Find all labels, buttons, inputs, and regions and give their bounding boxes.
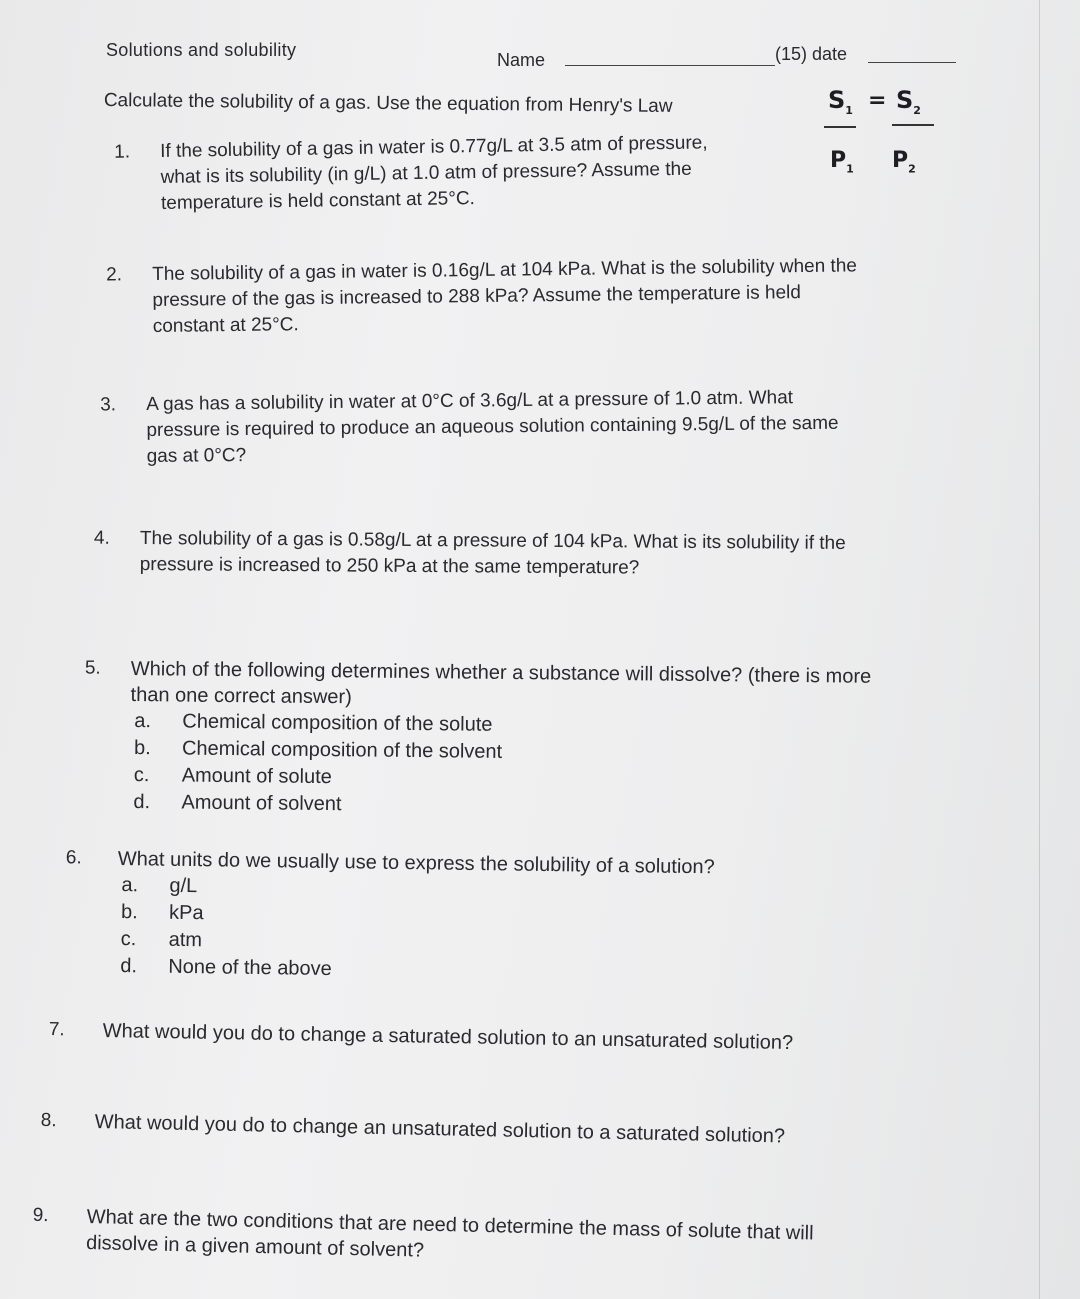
formula-p2: $P_2$ — [892, 148, 916, 176]
question-number: 6. — [65, 847, 82, 869]
question-number: 8. — [40, 1109, 57, 1132]
question-7 — [48, 1018, 953, 1059]
fraction-bar-right — [892, 124, 934, 126]
question-text: What units do we usually use to express the solubility of a solution? — [117, 847, 715, 879]
question-text: What would you do to change an unsaturated solution to a saturated solution? — [94, 1110, 786, 1148]
question-9 — [32, 1204, 987, 1276]
question-2 — [106, 252, 993, 340]
fraction-bar-left — [824, 126, 856, 128]
option-text: Amount of solvent — [181, 791, 342, 816]
question-text: If the solubility of a gas in water is 0.77g/L at 3.5 atm of pressure, what is its solubility (in g/L) at 1.0 atm of pressure? Assume the temperature is held constant at 25°C. — [160, 132, 708, 214]
worksheet-title: Solutions and solubility — [106, 40, 297, 60]
option-letter: d. — [120, 955, 138, 978]
formula-s1: $S_1$ — [828, 86, 853, 117]
option-text: atm — [168, 928, 203, 952]
question-text: A gas has a solubility in water at 0°C of 3.6g/L at a pressure of 1.0 atm. What pressure is required to produce an aqueous solution containing 9.5g/L of the same gas at 0°C? — [146, 387, 839, 467]
question-6 — [65, 846, 838, 990]
option-letter: c. — [133, 764, 150, 787]
formula-p1: $P_1$ — [830, 148, 854, 176]
question-3 — [100, 383, 987, 470]
question-5 — [84, 656, 1001, 825]
question-text: The solubility of a gas is 0.58g/L at a pressure of 104 kPa. What is its solubility if the pressure is increased to 250 kPa at the same temperature? — [139, 527, 846, 579]
formula-s2: $S_2$ — [896, 86, 921, 117]
question-number: 4. — [93, 527, 110, 549]
option-text: None of the above — [168, 955, 332, 980]
question-number: 1. — [114, 141, 131, 163]
option-letter: c. — [120, 928, 137, 951]
points-date-label: (15) date — [775, 44, 848, 64]
option-text: Chemical composition of the solvent — [181, 737, 503, 763]
question-1 — [114, 129, 801, 217]
question-number: 7. — [48, 1019, 65, 1041]
option-letter: a. — [134, 710, 152, 733]
date-blank-line — [868, 62, 956, 63]
name-label: Name — [497, 50, 546, 70]
question-number: 5. — [84, 657, 101, 679]
option-letter: b. — [120, 901, 138, 924]
option-letter: d. — [133, 791, 151, 814]
paper-edge — [1039, 0, 1040, 1299]
question-number: 3. — [100, 394, 117, 416]
name-blank-line — [565, 65, 775, 66]
answer-options — [129, 708, 1000, 825]
question-text: What would you do to change a saturated solution to an unsaturated solution? — [102, 1019, 794, 1055]
question-8 — [40, 1109, 954, 1153]
question-number: 9. — [32, 1204, 49, 1227]
instructions: Calculate the solubility of a gas. Use the equation from Henry's Law — [103, 90, 673, 117]
answer-options — [116, 872, 837, 990]
question-number: 2. — [106, 264, 123, 286]
option-text: kPa — [168, 901, 204, 925]
henrys-law-formula — [820, 86, 950, 196]
question-text: Which of the following determines whether a substance will dissolve? (there is more than one correct answer) — [130, 657, 872, 709]
option-text: g/L — [169, 874, 198, 898]
question-text: What are the two conditions that are need to determine the mass of solute that will dissolve in a given amount of solvent? — [85, 1205, 814, 1262]
option-letter: b. — [133, 737, 151, 760]
option-text: Chemical composition of the solute — [182, 710, 493, 736]
option-letter: a. — [121, 874, 139, 897]
question-text: The solubility of a gas in water is 0.16g/L at 104 kPa. What is the solubility when the pressure of the gas is increased to 288 kPa? Assume the temperature is held constant at 25°C. — [152, 255, 858, 337]
option-text: Amount of solute — [181, 764, 332, 789]
formula-equals: = — [868, 88, 887, 113]
question-4 — [93, 526, 1000, 584]
